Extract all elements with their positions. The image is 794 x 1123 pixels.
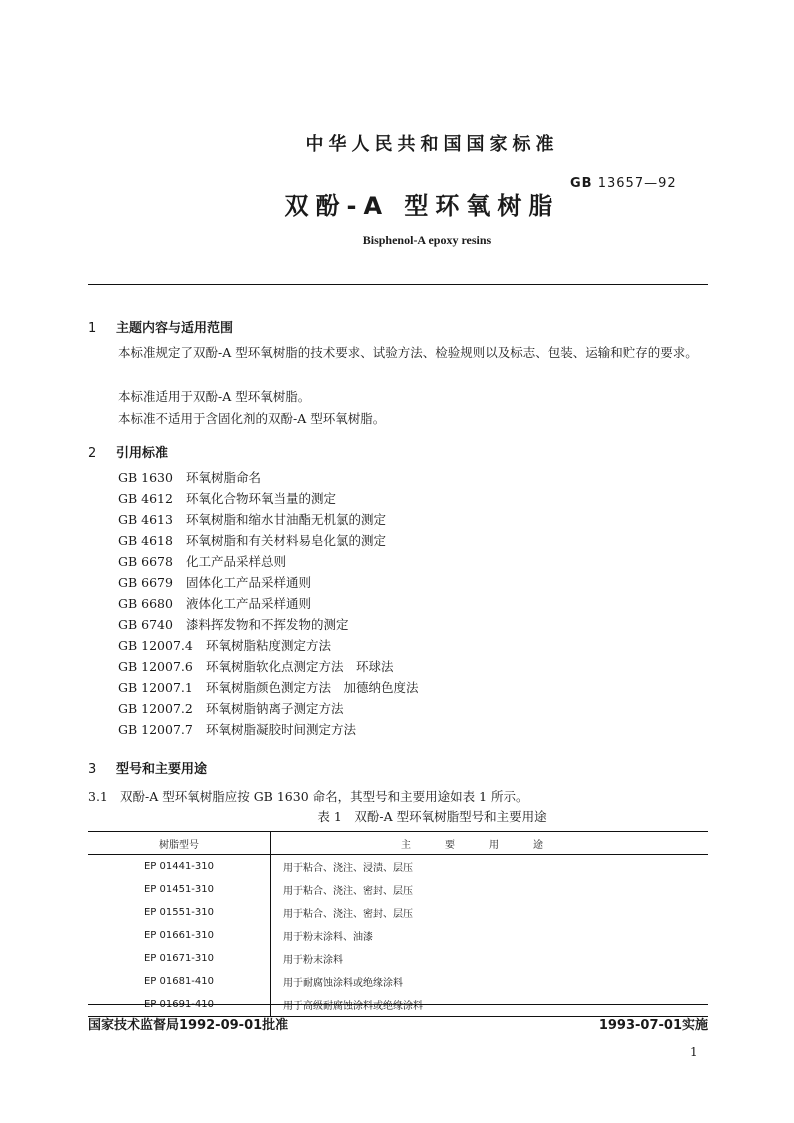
model-cell: EP 01451-310 [88, 878, 271, 901]
section-2-title: 引用标准 [116, 446, 169, 461]
table-header-row [88, 832, 708, 855]
reference-code: GB 12007.1 [118, 680, 193, 695]
column-header-usage: 主要用途 [271, 832, 709, 855]
table-row [88, 924, 708, 947]
standard-prefix: GB [570, 176, 593, 191]
approval-date: 国家技术监督局1992-09-01批准 [88, 1018, 289, 1033]
section-2-number: 2 [88, 446, 97, 461]
reference-title: 环氧树脂粘度测定方法 [206, 638, 332, 653]
page-number: 1 [690, 1045, 698, 1059]
model-cell: EP 01671-310 [88, 947, 271, 970]
reference-title: 环氧树脂凝胶时间测定方法 [206, 722, 357, 737]
reference-code: GB 12007.6 [118, 659, 193, 674]
table-row [88, 878, 708, 901]
reference-code: GB 12007.2 [118, 701, 193, 716]
issuing-organization: 中华人民共和国国家标准 [305, 134, 559, 155]
section-1-paragraph-2: 本标准适用于双酚-A 型环氧树脂。 [118, 389, 311, 404]
reference-item [118, 614, 419, 635]
reference-code: GB 1630 [118, 470, 173, 485]
subsection-text: 双酚-A 型环氧树脂应按 GB 1630 命名，其型号和主要用途如表 1 所示。 [120, 789, 529, 804]
document-title-en: Bisphenol-A epoxy resins [362, 233, 492, 247]
table-row [88, 970, 708, 993]
reference-code: GB 6680 [118, 596, 173, 611]
reference-title: 环氧化合物环氧当量的测定 [186, 491, 337, 506]
reference-title: 环氧树脂命名 [186, 470, 262, 485]
reference-title: 化工产品采样总则 [186, 554, 287, 569]
model-cell: EP 01551-310 [88, 901, 271, 924]
reference-title: 环氧树脂颜色测定方法 加德纳色度法 [206, 680, 419, 695]
model-cell: EP 01661-310 [88, 924, 271, 947]
reference-item [118, 677, 419, 698]
reference-item [118, 551, 419, 572]
reference-code: GB 4612 [118, 491, 173, 506]
resin-usage-table [88, 831, 708, 1017]
document-title-cn: 双酚-A 型环氧树脂 [284, 192, 560, 220]
section-2-heading [88, 442, 168, 461]
reference-item [118, 635, 419, 656]
reference-item [118, 656, 419, 677]
reference-item [118, 488, 419, 509]
reference-item [118, 572, 419, 593]
section-1-paragraph-1: 本标准规定了双酚-A 型环氧树脂的技术要求、试验方法、检验规则以及标志、包装、运输和贮存的要求。 [118, 345, 698, 360]
section-1-heading [88, 317, 233, 336]
reference-code: GB 6740 [118, 617, 173, 632]
model-cell: EP 01691-410 [88, 993, 271, 1017]
usage-cell: 用于粉末涂料 [283, 955, 343, 966]
standard-code: 13657—92 [597, 176, 677, 191]
section-3-title: 型号和主要用途 [116, 762, 208, 777]
reference-item [118, 593, 419, 614]
reference-code: GB 12007.4 [118, 638, 193, 653]
reference-title: 环氧树脂软化点测定方法 环球法 [206, 659, 394, 674]
reference-list [118, 467, 419, 740]
usage-cell: 用于粘合、浇注、密封、层压 [283, 909, 413, 920]
reference-title: 漆料挥发物和不挥发物的测定 [186, 617, 349, 632]
table-row [88, 901, 708, 924]
reference-title: 环氧树脂钠离子测定方法 [206, 701, 344, 716]
reference-item [118, 719, 419, 740]
reference-item [118, 530, 419, 551]
column-header-model: 树脂型号 [88, 832, 271, 855]
reference-code: GB 12007.7 [118, 722, 193, 737]
usage-cell: 用于高级耐腐蚀涂料或绝缘涂料 [271, 993, 709, 1017]
model-cell: EP 01681-410 [88, 970, 271, 993]
reference-title: 环氧树脂和有关材料易皂化氯的测定 [186, 533, 387, 548]
section-3-number: 3 [88, 762, 97, 777]
table-row [88, 855, 708, 879]
section-3-1-paragraph [88, 786, 529, 808]
usage-cell: 用于耐腐蚀涂料或绝缘涂料 [283, 978, 403, 989]
footer-divider [88, 1004, 708, 1005]
subsection-number: 3.1 [88, 789, 108, 804]
model-cell: EP 01441-310 [88, 855, 271, 879]
section-3-heading [88, 758, 207, 777]
reference-code: GB 4618 [118, 533, 173, 548]
reference-code: GB 4613 [118, 512, 173, 527]
reference-item [118, 467, 419, 488]
effective-date: 1993-07-01实施 [598, 1018, 708, 1033]
reference-code: GB 6678 [118, 554, 173, 569]
table-row [88, 947, 708, 970]
table-caption: 表 1 双酚-A 型环氧树脂型号和主要用途 [317, 809, 547, 824]
reference-code: GB 6679 [118, 575, 173, 590]
reference-item [118, 698, 419, 719]
section-1-number: 1 [88, 321, 97, 336]
reference-title: 液体化工产品采样通则 [186, 596, 312, 611]
section-1-title: 主题内容与适用范围 [116, 321, 234, 336]
usage-cell: 用于粘合、浇注、浸渍、层压 [283, 863, 413, 874]
reference-item [118, 509, 419, 530]
section-1-paragraph-3: 本标准不适用于含固化剂的双酚-A 型环氧树脂。 [118, 411, 386, 426]
header-divider [88, 284, 708, 285]
reference-title: 环氧树脂和缩水甘油酯无机氯的测定 [186, 512, 387, 527]
usage-cell: 用于粘合、浇注、密封、层压 [283, 886, 413, 897]
reference-title: 固体化工产品采样通则 [186, 575, 312, 590]
usage-cell: 用于粉末涂料、油漆 [283, 932, 373, 943]
